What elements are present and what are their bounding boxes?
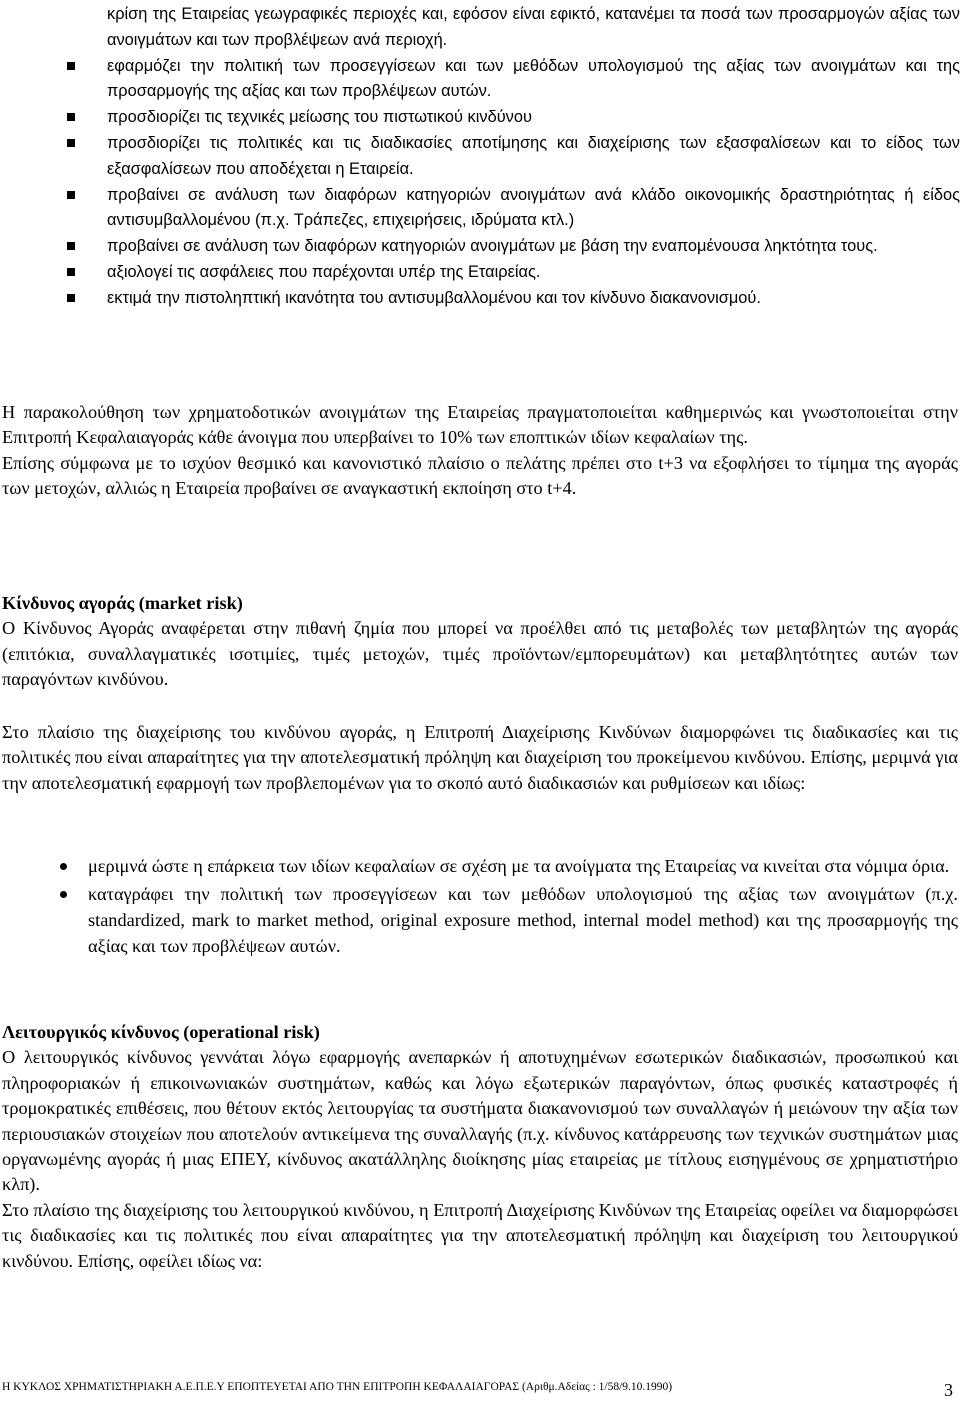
monitoring-section bbox=[2, 400, 958, 502]
market-risk-management bbox=[2, 720, 958, 796]
settlement-paragraph: Επίσης σύμφωνα με το ισχύον θεσμικό και κανονιστικό πλαίσιο ο πελάτης πρέπει στο t+3 να εξοφλήσει το τίμημα της αγοράς των μετοχών, αλλιώς η Εταιρεία προβαίνει σε αναγκαστική εκποίηση στο t+4. bbox=[2, 452, 958, 499]
market-risk-task-list bbox=[58, 853, 958, 961]
monitoring-paragraph: Η παρακολούθηση των χρηματοδοτικών ανοιγμάτων της Εταιρείας πραγματοποιείται καθημερινώς και γνωστοποιείται στην Επιτροπή Κεφαλαιαγοράς κάθε άνοιγμα που υπερβαίνει το 10% των εποπτικών ιδίων κεφαλαίων της. bbox=[2, 402, 958, 448]
square-bullet-icon bbox=[67, 294, 75, 302]
round-bullet-icon bbox=[60, 891, 67, 898]
list-item: προβαίνει σε ανάλυση των διαφόρων κατηγοριών ανοιγμάτων ανά κλάδο οικονομικής δραστηριότητας ή είδος αντισυμβαλλομένου (π.χ. Τράπεζες, επιχειρήσεις, ιδρύματα κτλ.) bbox=[67, 183, 960, 235]
square-bullet-icon bbox=[67, 191, 75, 199]
list-item: εκτιμά την πιστοληπτική ικανότητα του αντισυμβαλλομένου και τον κίνδυνο διακανονισμού. bbox=[67, 286, 960, 312]
list-item: μεριμνά ώστε η επάρκεια των ιδίων κεφαλαίων σε σχέση με τα ανοίγματα της Εταιρείας να κινείται στα νόμιμα όρια. bbox=[58, 853, 958, 879]
list-item: προσδιορίζει τις τεχνικές μείωσης του πιστωτικού κινδύνου bbox=[67, 105, 960, 131]
list-item: εφαρμόζει την πολιτική των προσεγγίσεων και των μεθόδων υπολογισμού της αξίας των ανοιγμάτων και της προσαρμογής της αξίας και των προβλέψεων αυτών. bbox=[67, 54, 960, 106]
credit-risk-task-list bbox=[67, 2, 960, 312]
square-bullet-icon bbox=[67, 62, 75, 70]
market-risk-management-paragraph: Στο πλαίσιο της διαχείρισης του κινδύνου αγοράς, η Επιτροπή Διαχείρισης Κινδύνων διαμορφώνει τις διαδικασίες και τις πολιτικές που είναι απαραίτητες για την αποτελεσματική πρόληψη και διαχείριση του προκείμενου κινδύνου. Επίσης, μεριμνά για την αποτελεσματική εφαρμογή των προβλεπομένων για το σκοπό αυτό διαδικασιών και ρυθμίσεων και ιδίως: bbox=[2, 722, 958, 793]
list-item: προσδιορίζει τις πολιτικές και τις διαδικασίες αποτίμησης και διαχείρισης των εξασφαλίσεων και το είδος των εξασφαλίσεων που αποδέχεται η Εταιρεία. bbox=[67, 131, 960, 183]
list-item: προβαίνει σε ανάλυση των διαφόρων κατηγοριών ανοιγμάτων με βάση την εναπομένουσα ληκτότητα τους. bbox=[67, 234, 960, 260]
operational-risk-heading: Λειτουργικός κίνδυνος (operational risk) bbox=[2, 1022, 320, 1042]
market-risk-definition: Ο Κίνδυνος Αγοράς αναφέρεται στην πιθανή ζημία που μπορεί να προέλθει από τις μεταβολές των μεταβλητών της αγοράς (επιτόκια, συναλλαγματικές ισοτιμίες, τιμές μετοχών, τιμές προϊόντων/εμπορευμάτων) και μεταβλητότητες αυτών των παραγόντων κινδύνου. bbox=[2, 618, 958, 690]
list-item: αξιολογεί τις ασφάλειες που παρέχονται υπέρ της Εταιρείας. bbox=[67, 260, 960, 286]
page-footer: Η ΚΥΚΛΟΣ ΧΡΗΜΑΤΙΣΤΗΡΙΑΚΗ Α.Ε.Π.Ε.Υ ΕΠΟΠΤΕΥΕΤΑΙ ΑΠΟ ΤΗΝ ΕΠΙΤΡΟΠΗ ΚΕΦΑΛΑΙΑΓΟΡΑΣ (Αριθμ.Αδείας : 1/58/9.10.1990) bbox=[2, 1381, 673, 1393]
square-bullet-icon bbox=[67, 242, 75, 250]
square-bullet-icon bbox=[67, 268, 75, 276]
square-bullet-icon bbox=[67, 139, 75, 147]
operational-risk-section bbox=[2, 1020, 958, 1274]
operational-risk-management-paragraph: Στο πλαίσιο της διαχείρισης του λειτουργικού κινδύνου, η Επιτροπή Διαχείρισης Κινδύνων της Εταιρείας οφείλει να διαμορφώσει τις διαδικασίες και τις πολιτικές που είναι απαραίτητες για την αποτελεσματική πρόληψη και διαχείριση του λειτουργικού κινδύνου. Επίσης, οφείλει ιδίως να: bbox=[2, 1199, 958, 1271]
round-bullet-icon bbox=[60, 863, 67, 870]
page-number: 3 bbox=[944, 1380, 953, 1400]
square-bullet-icon bbox=[67, 113, 75, 121]
list-item: κρίση της Εταιρείας γεωγραφικές περιοχές και, εφόσον είναι εφικτό, κατανέμει τα ποσά των προσαρμογών αξίας των ανοιγμάτων και των προβλέψεων ανά περιοχή. bbox=[107, 5, 960, 49]
list-item: καταγράφει την πολιτική των προσεγγίσεων και των μεθόδων υπολογισμού της αξίας των ανοιγμάτων (π.χ. standardized, mark to market method, original exposure method, internal model method) και της προσαρμογής της αξίας και των προβλέψεων αυτών. bbox=[58, 881, 958, 959]
operational-risk-definition: Ο λειτουργικός κίνδυνος γεννάται λόγω εφαρμογής ανεπαρκών ή αποτυχημένων εσωτερικών διαδικασιών, προσωπικού και πληροφοριακών ή επικοινωνιακών συστημάτων, καθώς και λόγω εξωτερικών παραγόντων, όπως φυσικές καταστροφές ή τρομοκρατικές επιθέσεις, που θέτουν εκτός λειτουργίας τα συστήματα διακανονισμού των συναλλαγών ή μειώνουν την αξία των περιουσιακών στοιχείων που αποτελούν αντικείμενα της συναλλαγής (π.χ. κίνδυνος κατάρρευσης των τεχνικών συστημάτων μιας οργανωμένης αγοράς ή μιας ΕΠΕΥ, κίνδυνος ακατάλληλης διοίκησης μίας εταιρείας με τίτλους εισηγμένους σε χρηματιστήριο κλπ). bbox=[2, 1047, 958, 1195]
market-risk-section bbox=[2, 591, 958, 693]
market-risk-heading: Κίνδυνος αγοράς (market risk) bbox=[2, 593, 243, 613]
